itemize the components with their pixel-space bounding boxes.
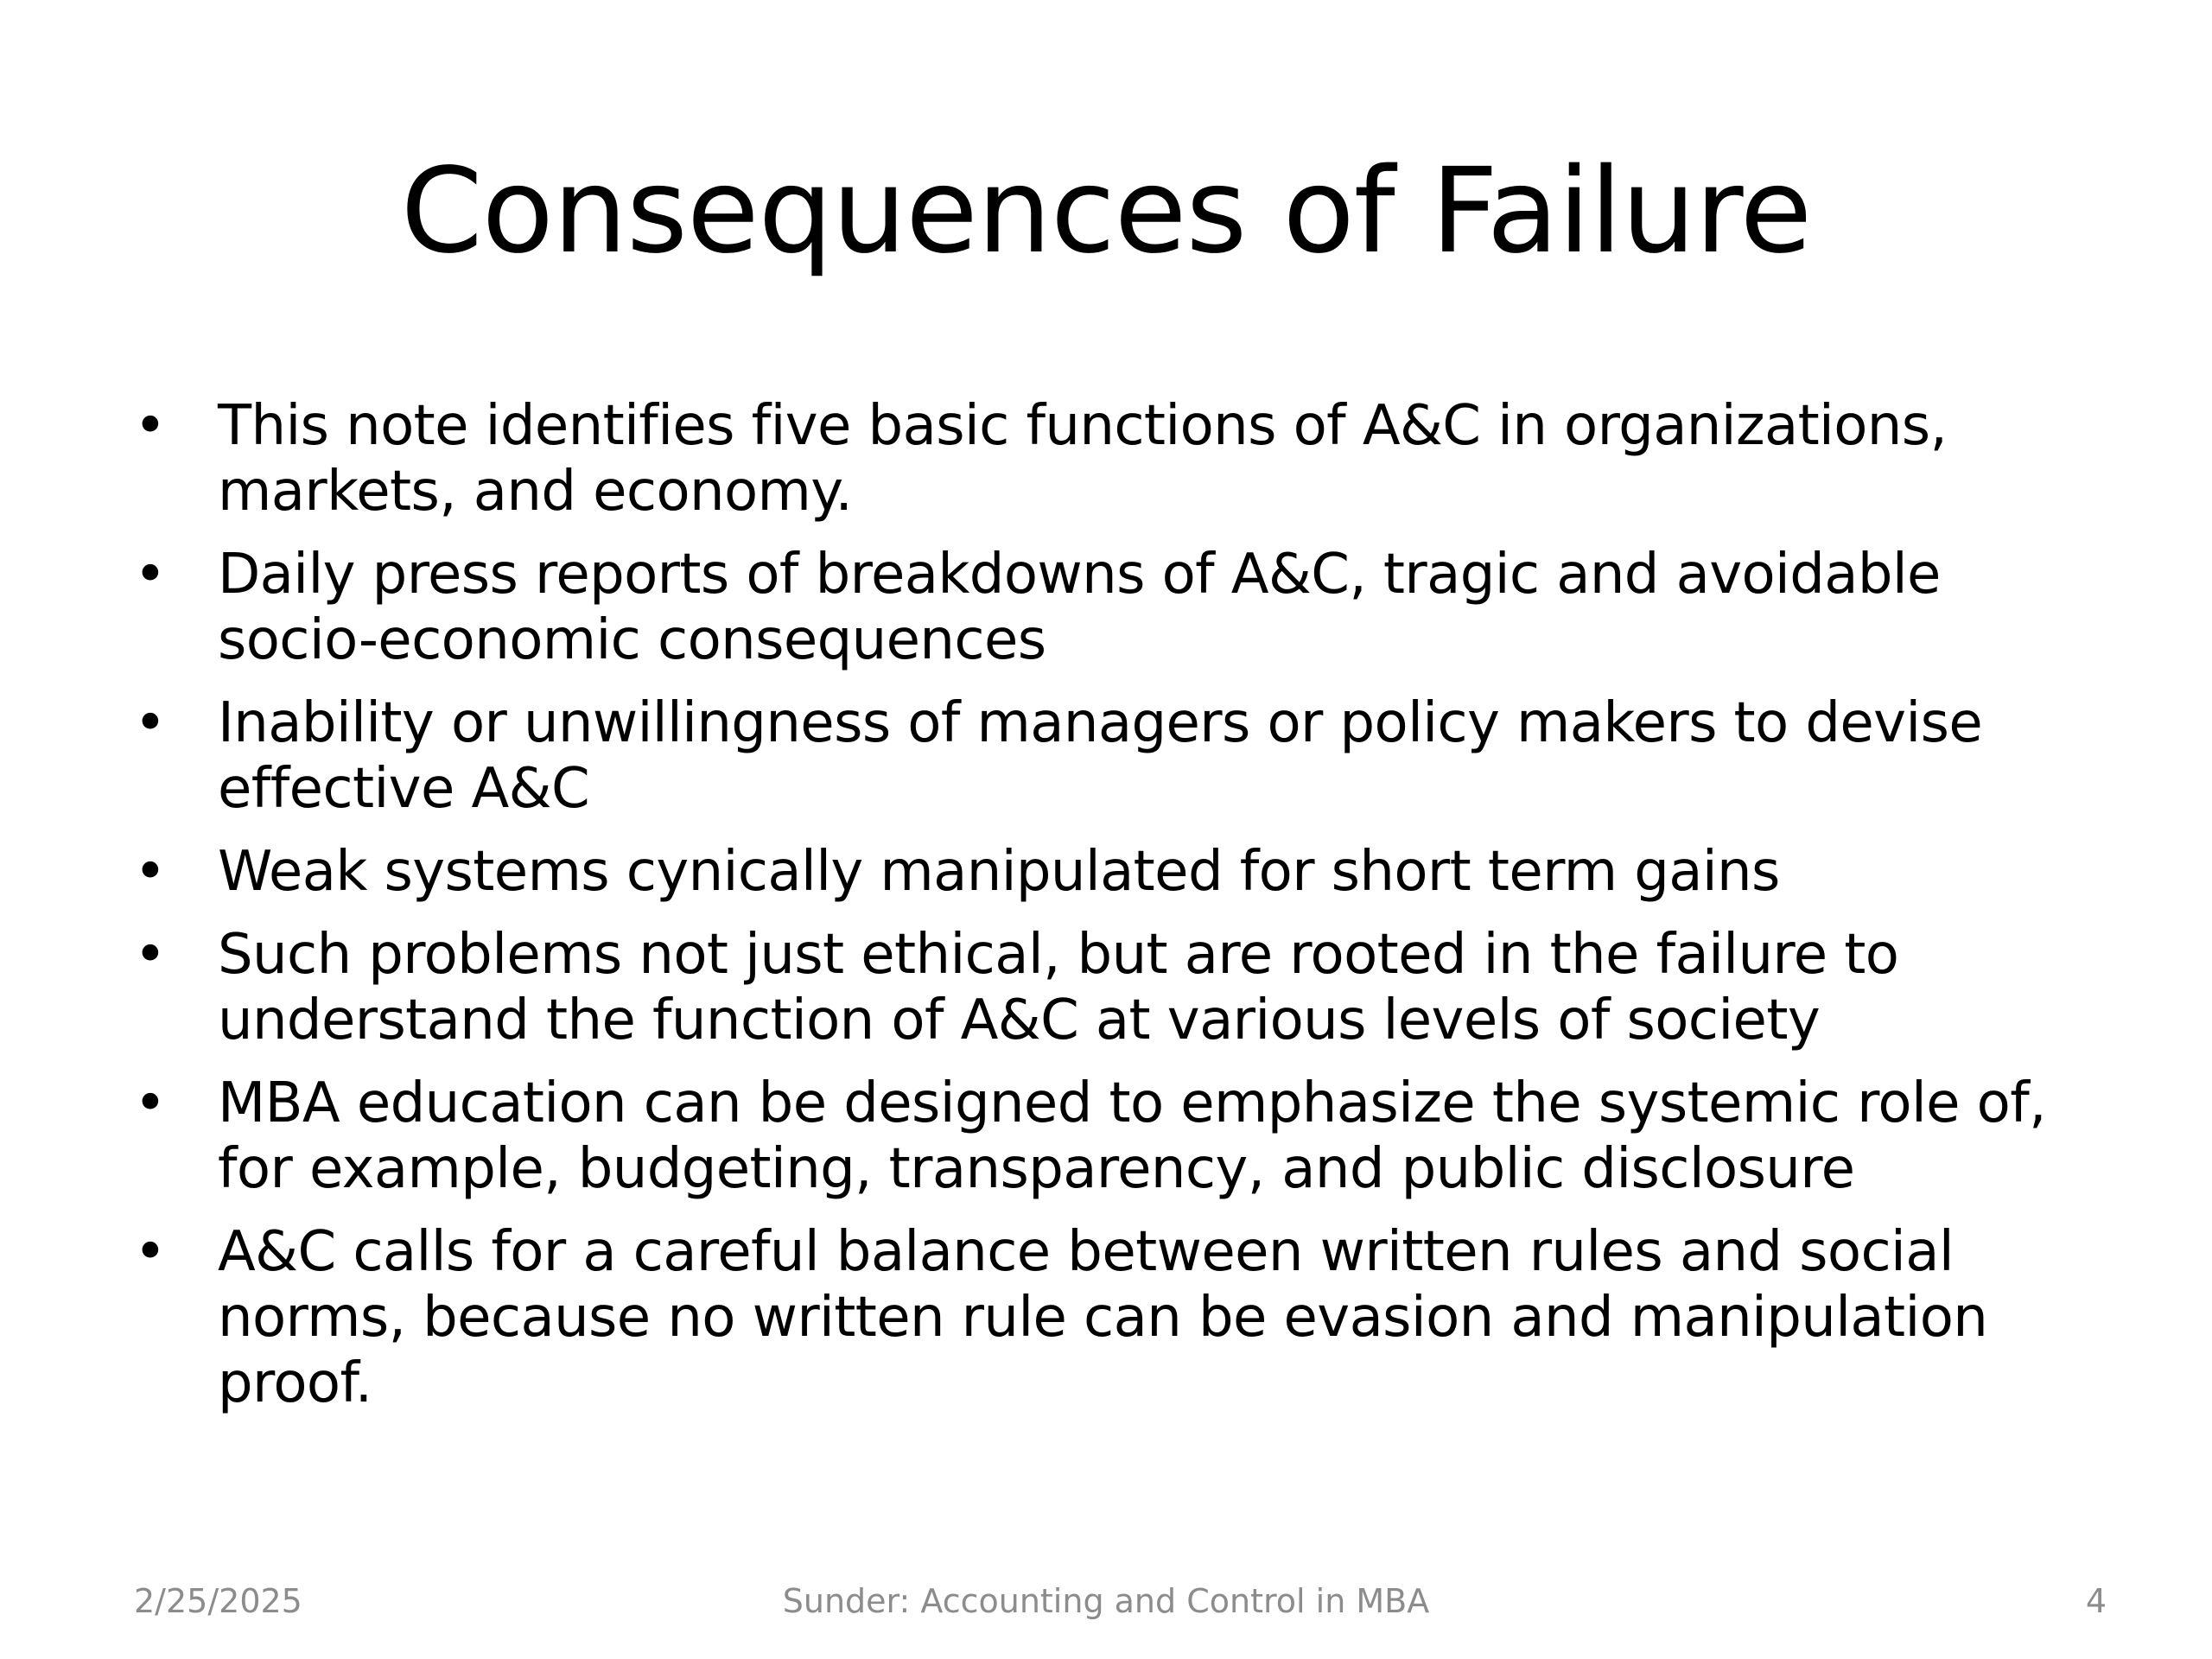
bullet-dot-icon: •: [134, 543, 167, 607]
bullet-dot-icon: •: [134, 691, 167, 755]
bullet-item: [130, 393, 2117, 524]
bullet-dot-icon: •: [134, 394, 167, 458]
bullet-item: [130, 690, 2117, 822]
bullet-dot-icon: •: [134, 923, 167, 987]
bullet-list: [130, 393, 2117, 1433]
bullet-item: [130, 542, 2117, 673]
bullet-dot-icon: •: [134, 840, 167, 904]
bullet-text: MBA education can be designed to emphasize the systemic role of, for example, budgeting, transparency, and public disclosure: [218, 1071, 2046, 1201]
footer-date: 2/25/2025: [134, 1582, 302, 1620]
bullet-item: [130, 1219, 2117, 1416]
bullet-dot-icon: •: [134, 1220, 167, 1284]
bullet-text: This note identifies five basic functions of A&C in organizations, markets, and economy.: [218, 394, 1948, 524]
bullet-dot-icon: •: [134, 1071, 167, 1135]
bullet-item: [130, 922, 2117, 1053]
bullet-text: Inability or unwillingness of managers or policy makers to devise effective A&C: [218, 691, 1983, 821]
bullet-text: Weak systems cynically manipulated for short term gains: [218, 840, 1780, 904]
bullet-text: Daily press reports of breakdowns of A&C, tragic and avoidable socio-economic consequences: [218, 543, 1941, 672]
bullet-text: Such problems not just ethical, but are rooted in the failure to understand the function of A&C at various levels of society: [218, 923, 1899, 1052]
bullet-item: [130, 839, 2117, 905]
bullet-item: [130, 1071, 2117, 1202]
bullet-text: A&C calls for a careful balance between written rules and social norms, because no written rule can be evasion and manipulation proof.: [218, 1220, 1988, 1415]
slide-number: 4: [2085, 1582, 2107, 1620]
slide-title: Consequences of Failure: [400, 143, 1812, 280]
footer-title: Sunder: Accounting and Control in MBA: [782, 1582, 1430, 1620]
